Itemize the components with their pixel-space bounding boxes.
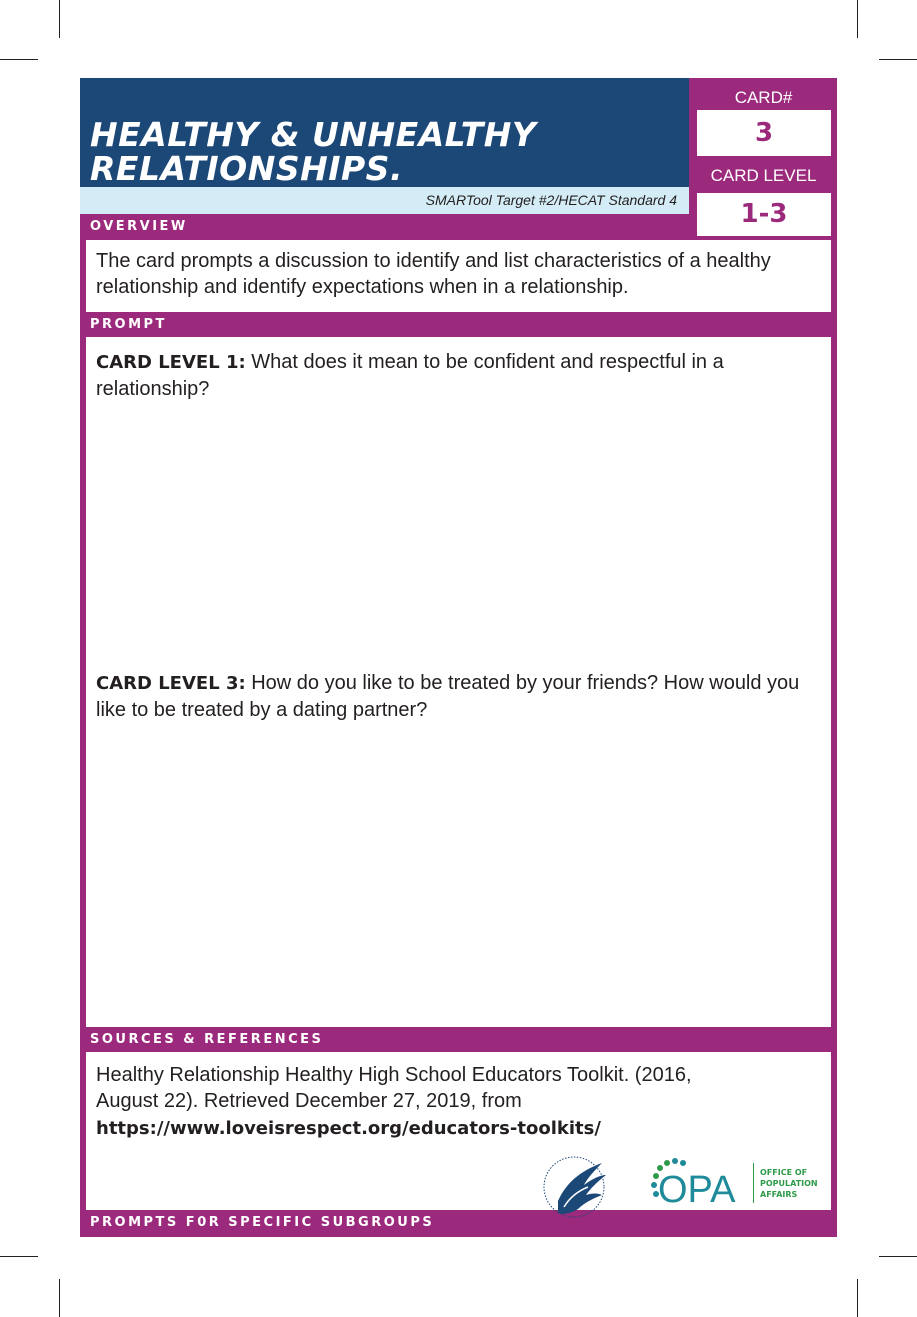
activity-card	[80, 78, 837, 1237]
hhs-seal-icon	[540, 1153, 620, 1223]
level1-prompt	[96, 349, 817, 402]
prompt-label: PROMPT	[80, 314, 293, 335]
opa-divider	[753, 1163, 754, 1203]
card-level: 1-3	[697, 193, 831, 236]
crop-mark	[857, 0, 858, 38]
crop-mark	[59, 0, 60, 38]
crop-mark	[0, 59, 38, 60]
level1-title: CARD LEVEL 1:	[96, 352, 246, 373]
crop-mark	[879, 1256, 917, 1257]
crop-mark	[857, 1279, 858, 1317]
opa-caption-line: AFFAIRS	[760, 1190, 798, 1199]
opa-text: OPA	[658, 1169, 736, 1208]
subtitle-band	[80, 187, 689, 214]
opa-caption-line: OFFICE OF	[760, 1168, 808, 1177]
crop-mark	[0, 1256, 38, 1257]
level3-title: CARD LEVEL 3:	[96, 673, 246, 694]
crop-mark	[879, 59, 917, 60]
sources-citation: Healthy Relationship Healthy High School Educators Toolkit. (2016, August 22). Retrieved December 27, 2019, from	[96, 1064, 692, 1112]
prompt-panel	[86, 337, 831, 1027]
crop-mark	[59, 1279, 60, 1317]
level3-text: How do you like to be treated by your friends? How would you like to be treated by a dating partner?	[96, 672, 800, 721]
card-level-label: CARD LEVEL	[710, 166, 817, 185]
card-title: HEALTHY & UNHEALTHY RELATIONSHIPS.	[90, 115, 537, 187]
overview-label: OVERVIEW	[80, 216, 293, 237]
card-subtitle: SMARTool Target #2/HECAT Standard 4	[425, 192, 677, 208]
sources-url: https://www.loveisrespect.org/educators-toolkits/	[96, 1118, 601, 1139]
subgroups-label: PROMPTS F0R SPECIFIC SUBGROUPS	[80, 1212, 510, 1233]
overview-text: The card prompts a discussion to identify and list characteristics of a healthy relationship and identify expectations when in a relationship.	[96, 250, 771, 298]
title-band	[80, 78, 689, 187]
level3-prompt	[96, 670, 817, 723]
overview-panel	[86, 240, 831, 312]
logos	[540, 1153, 830, 1223]
opa-caption	[760, 1167, 818, 1200]
card-number: 3	[697, 110, 831, 156]
sources-label: SOURCES & REFERENCES	[80, 1029, 379, 1050]
level1-text: What does it mean to be confident and respectful in a relationship?	[96, 351, 724, 400]
card-number-label: CARD#	[734, 88, 793, 107]
opa-logo-icon	[650, 1158, 750, 1208]
opa-caption-line: POPULATION	[760, 1179, 818, 1188]
